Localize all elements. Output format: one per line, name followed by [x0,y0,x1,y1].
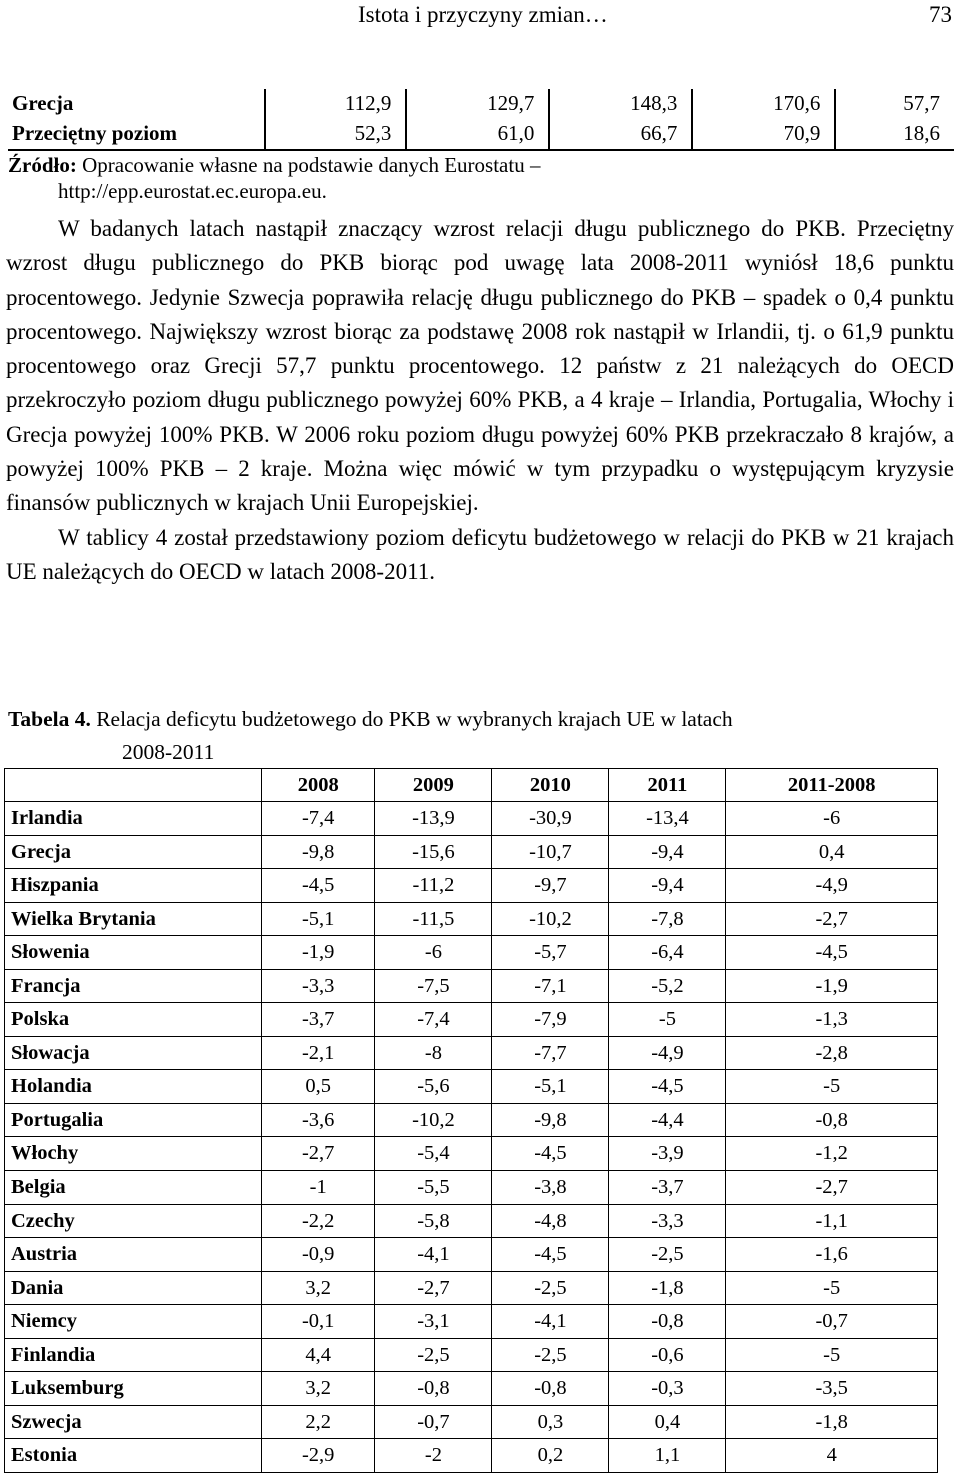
country-cell: Belgia [5,1171,262,1205]
value-cell: -13,9 [375,802,492,836]
value-cell: -5 [609,1003,726,1037]
value-cell: -6,4 [609,936,726,970]
source-label: Źródło: [8,153,77,177]
table-row [5,1171,938,1205]
value-cell: -3,9 [609,1137,726,1171]
value-cell: -7,4 [262,802,375,836]
value-cell: 1,1 [609,1439,726,1473]
value-cell: -5,7 [492,936,609,970]
value-cell: -10,2 [375,1103,492,1137]
country-cell: Holandia [5,1070,262,1104]
country-cell: Szwecja [5,1405,262,1439]
value-cell: -4,1 [492,1305,609,1339]
value-cell: -1,3 [726,1003,938,1037]
value-cell: 0,5 [262,1070,375,1104]
table-row [5,1372,938,1406]
table-row [5,1003,938,1037]
value-cell: -8 [375,1036,492,1070]
table-row [5,802,938,836]
value-cell: 0,3 [492,1405,609,1439]
value-cell: -13,4 [609,802,726,836]
value-cell: -1,6 [726,1238,938,1272]
value-cell: -2,7 [726,902,938,936]
value-cell: -2,5 [492,1338,609,1372]
country-cell: Hiszpania [5,869,262,903]
value-cell: 0,2 [492,1439,609,1473]
column-header: 2011-2008 [726,769,938,802]
country-cell: Estonia [5,1439,262,1473]
country-cell: Grecja [5,835,262,869]
value-cell: -0,8 [726,1103,938,1137]
table-row [5,902,938,936]
header-corner-cell [5,769,262,802]
value-cell: -2,7 [375,1271,492,1305]
table-cell: 66,7 [549,119,692,150]
table-cell: 170,6 [692,89,835,119]
value-cell: -3,1 [375,1305,492,1339]
value-cell: 4,4 [262,1338,375,1372]
paragraph: W badanych latach nastąpił znaczący wzrost relacji długu publicznego do PKB. Przeciętny wzrost długu publicznego do PKB biorąc pod uwagę lata 2008-2011 wyniósł 18,6 punktu procentowego. Jedynie Szwecja poprawiła relację długu publicznego do PKB – spadek o 0,4 punktu procentowego. Największy wzrost biorąc za podstawę 2008 rok nastąpił w Irlandii, tj. o 61,9 punktu procentowego oraz Grecji 57,7 punktu procentowego. 12 państw z 21 należących do OECD przekroczyło poziom długu publicznego powyżej 60% PKB, a 4 kraje – Irlandia, Portugalia, Włochy i Grecja powyżej 100% PKB. W 2006 roku poziom długu powyżej 60% PKB przekraczało 8 krajów, a powyżej 100% PKB – 2 kraje. Można więc mówić w tym przypadku o występującym kryzysie finansów publicznych w krajach Unii Europejskiej. [6,216,954,516]
value-cell: -3,7 [609,1171,726,1205]
value-cell: -7,8 [609,902,726,936]
value-cell: -0,8 [375,1372,492,1406]
value-cell: -1,8 [609,1271,726,1305]
value-cell: -2,5 [609,1238,726,1272]
value-cell: 3,2 [262,1372,375,1406]
value-cell: -2,7 [726,1171,938,1205]
table-cell: 112,9 [265,89,406,119]
deficit-table [4,768,938,1473]
value-cell: -5,1 [262,902,375,936]
value-cell: -5,5 [375,1171,492,1205]
value-cell: -5,8 [375,1204,492,1238]
country-cell: Niemcy [5,1305,262,1339]
value-cell: -9,4 [609,869,726,903]
value-cell: -0,1 [262,1305,375,1339]
country-cell: Austria [5,1238,262,1272]
table-caption-label: Tabela 4. [8,707,91,731]
value-cell: -5,4 [375,1137,492,1171]
value-cell: -15,6 [375,835,492,869]
value-cell: -2,7 [262,1137,375,1171]
value-cell: -10,7 [492,835,609,869]
country-cell: Czechy [5,1204,262,1238]
table-cell: 129,7 [406,89,549,119]
source-text: Opracowanie własne na podstawie danych Eurostatu – [82,153,541,177]
running-head [0,2,960,32]
country-cell: Portugalia [5,1103,262,1137]
value-cell: -4,5 [262,869,375,903]
value-cell: -7,9 [492,1003,609,1037]
value-cell: -3,7 [262,1003,375,1037]
country-cell: Słowenia [5,936,262,970]
value-cell: -2,8 [726,1036,938,1070]
value-cell: -3,3 [262,969,375,1003]
value-cell: 0,4 [609,1405,726,1439]
value-cell: -30,9 [492,802,609,836]
value-cell: -2,5 [492,1271,609,1305]
value-cell: -4,1 [375,1238,492,1272]
table-caption-text: Relacja deficytu budżetowego do PKB w wybranych krajach UE w latach [96,707,733,731]
value-cell: -4,5 [492,1238,609,1272]
value-cell: 4 [726,1439,938,1473]
value-cell: -7,5 [375,969,492,1003]
value-cell: -0,8 [609,1305,726,1339]
table-row [5,1070,938,1104]
table-row [5,1103,938,1137]
table-row [5,1204,938,1238]
value-cell: -5 [726,1070,938,1104]
value-cell: -6 [375,936,492,970]
value-cell: -4,4 [609,1103,726,1137]
value-cell: -2,2 [262,1204,375,1238]
value-cell: -1,9 [726,969,938,1003]
source-note [8,152,958,204]
country-cell: Francja [5,969,262,1003]
running-title: Istota i przyczyny zmian… [358,2,608,27]
value-cell: -2 [375,1439,492,1473]
row-label: Grecja [12,91,74,116]
value-cell: -0,7 [375,1405,492,1439]
value-cell: -0,9 [262,1238,375,1272]
table-row [5,1238,938,1272]
table-cell: 18,6 [835,119,954,150]
table-row [8,119,954,150]
continued-table [8,89,954,151]
table-row [5,1036,938,1070]
value-cell: -0,8 [492,1372,609,1406]
value-cell: 2,2 [262,1405,375,1439]
table-row [5,969,938,1003]
value-cell: -5,6 [375,1070,492,1104]
value-cell: -9,7 [492,869,609,903]
value-cell: -5,1 [492,1070,609,1104]
value-cell: -9,8 [262,835,375,869]
table-cell: 148,3 [549,89,692,119]
value-cell: -5 [726,1338,938,1372]
value-cell: -4,9 [609,1036,726,1070]
value-cell: -5,2 [609,969,726,1003]
value-cell: -3,5 [726,1372,938,1406]
source-url: http://epp.eurostat.ec.europa.eu. [58,179,327,203]
country-cell: Dania [5,1271,262,1305]
table-cell: 52,3 [265,119,406,150]
value-cell: -1 [262,1171,375,1205]
table-row [5,1338,938,1372]
value-cell: -9,8 [492,1103,609,1137]
row-label: Przeciętny poziom [8,119,265,150]
value-cell: -10,2 [492,902,609,936]
body-text [6,212,954,589]
table-row [8,89,954,119]
country-cell: Wielka Brytania [5,902,262,936]
table-row [5,1439,938,1473]
table-row [5,1137,938,1171]
table-caption-years: 2008-2011 [122,740,215,764]
value-cell: -2,5 [375,1338,492,1372]
value-cell: -4,8 [492,1204,609,1238]
deficit-table-body [5,802,938,1473]
table-cell: 57,7 [835,89,954,119]
continued-table-body [8,89,954,150]
value-cell: -3,3 [609,1204,726,1238]
table-row [5,869,938,903]
table-row [5,1271,938,1305]
value-cell: -0,6 [609,1338,726,1372]
page-number: 73 [929,2,952,27]
deficit-table-header-row [5,769,938,802]
country-cell: Luksemburg [5,1372,262,1406]
country-cell: Finlandia [5,1338,262,1372]
value-cell: 3,2 [262,1271,375,1305]
value-cell: -4,5 [726,936,938,970]
value-cell: -7,1 [492,969,609,1003]
value-cell: -1,2 [726,1137,938,1171]
table-row [5,1305,938,1339]
value-cell: -2,1 [262,1036,375,1070]
table-caption [8,703,956,769]
value-cell: -6 [726,802,938,836]
value-cell: -4,9 [726,869,938,903]
column-header: 2009 [375,769,492,802]
column-header: 2010 [492,769,609,802]
value-cell: -2,9 [262,1439,375,1473]
value-cell: -1,9 [262,936,375,970]
value-cell: -4,5 [492,1137,609,1171]
value-cell: -0,3 [609,1372,726,1406]
country-cell: Słowacja [5,1036,262,1070]
column-header: 2011 [609,769,726,802]
value-cell: -11,2 [375,869,492,903]
table-row [5,835,938,869]
value-cell: -3,8 [492,1171,609,1205]
table-row [5,1405,938,1439]
country-cell: Irlandia [5,802,262,836]
table-cell: 61,0 [406,119,549,150]
value-cell: -7,7 [492,1036,609,1070]
value-cell: -0,7 [726,1305,938,1339]
country-cell: Polska [5,1003,262,1037]
country-cell: Włochy [5,1137,262,1171]
value-cell: -3,6 [262,1103,375,1137]
value-cell: -4,5 [609,1070,726,1104]
table-row [5,936,938,970]
table-cell: 70,9 [692,119,835,150]
value-cell: -1,8 [726,1405,938,1439]
column-header: 2008 [262,769,375,802]
value-cell: 0,4 [726,835,938,869]
paragraph: W tablicy 4 został przedstawiony poziom deficytu budżetowego w relacji do PKB w 21 krajach UE należących do OECD w latach 2008-2011. [6,524,954,584]
value-cell: -9,4 [609,835,726,869]
value-cell: -5 [726,1271,938,1305]
value-cell: -1,1 [726,1204,938,1238]
value-cell: -7,4 [375,1003,492,1037]
value-cell: -11,5 [375,902,492,936]
